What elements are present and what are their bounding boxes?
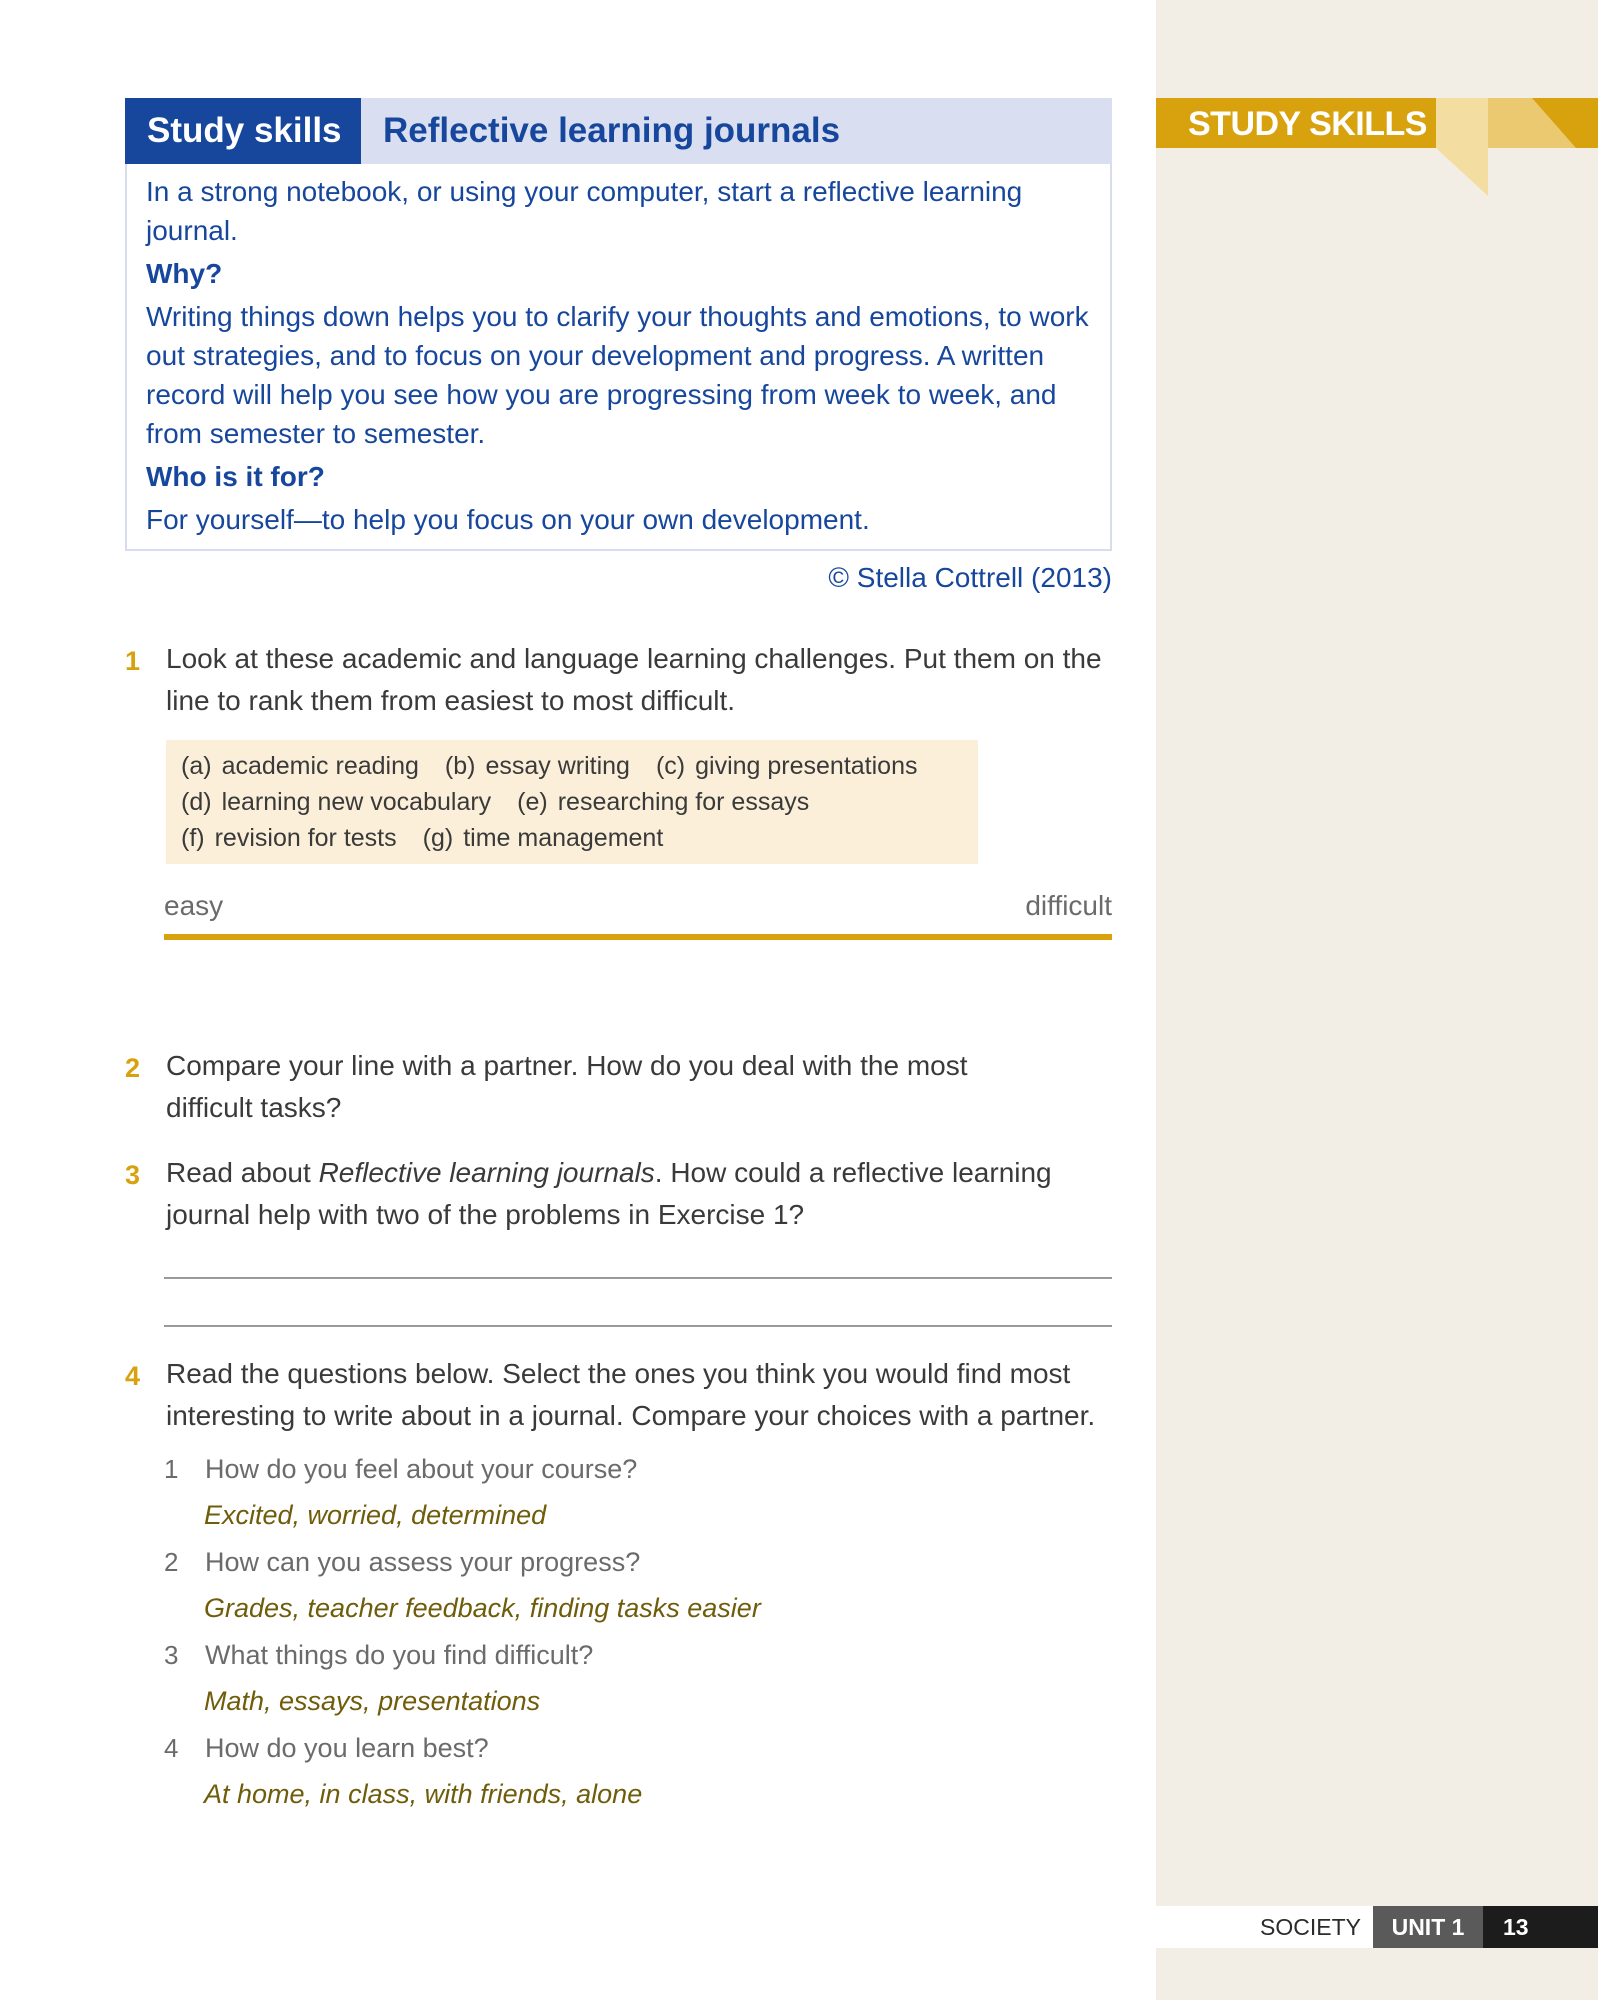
exercise-3-instruction: Read about Reflective learning journals. How could a reflective learning journal help with two of the problems in Exercise 1? — [166, 1157, 1052, 1230]
who-heading: Who is it for? — [146, 461, 325, 492]
options-row-1 — [181, 748, 944, 784]
exercise-4-number: 4 — [125, 1361, 141, 1391]
options-row-2 — [181, 784, 835, 820]
exercise-1-number: 1 — [125, 646, 141, 676]
sidebar-label: STUDY SKILLS — [1188, 105, 1427, 143]
option-a: (a) academic reading — [181, 752, 419, 780]
exercise-2-number: 2 — [125, 1053, 141, 1083]
question-number: 4 — [164, 1733, 179, 1763]
option-g: (g) time management — [422, 824, 664, 852]
study-skills-body — [146, 172, 1096, 539]
question-examples: Excited, worried, determined — [204, 1500, 547, 1530]
exercise-4-instruction: Read the questions below. Select the ones you think you would find most interesting to write about in a journal. Compare your choices with a partner. — [166, 1358, 1096, 1431]
option-c: (c) giving presentations — [655, 752, 918, 780]
scale-easy-label: easy — [164, 890, 224, 921]
option-d: (d) learning new vocabulary — [181, 788, 492, 816]
exercise-3-number: 3 — [125, 1160, 141, 1190]
footer-unit-label: UNIT 1 — [1373, 1906, 1483, 1948]
why-text: Writing things down helps you to clarify your thoughts and emotions, to work out strategies, and to focus on your development and progress. A written record will help you see how you are progressing from week to week, and from semester to semester. — [146, 301, 1089, 449]
answer-line-1[interactable] — [164, 1277, 1112, 1279]
study-skills-tag: Study skills — [125, 98, 361, 164]
question-examples: Grades, teacher feedback, finding tasks easier — [204, 1593, 761, 1623]
exercise-3-title-italic: Reflective learning journals — [318, 1157, 655, 1188]
question-text: What things do you find difficult? — [205, 1640, 594, 1670]
question-examples: At home, in class, with friends, alone — [204, 1779, 643, 1809]
question-text: How can you assess your progress? — [205, 1547, 641, 1577]
question-number: 2 — [164, 1547, 179, 1577]
option-e: (e) researching for essays — [517, 788, 810, 816]
answer-line-2[interactable] — [164, 1325, 1112, 1327]
question-examples: Math, essays, presentations — [204, 1686, 541, 1716]
why-heading: Why? — [146, 258, 223, 289]
ribbon-fold-icon — [1436, 98, 1598, 198]
question-text: How do you learn best? — [205, 1733, 489, 1763]
scale-difficult-label: difficult — [1025, 890, 1112, 921]
options-row-3 — [181, 820, 689, 856]
question-text: How do you feel about your course? — [205, 1454, 638, 1484]
footer-section-label: SOCIETY — [1156, 1906, 1373, 1948]
copyright-credit: © Stella Cottrell (2013) — [828, 562, 1112, 593]
exercise-1-instruction: Look at these academic and language learning challenges. Put them on the line to rank them from easiest to most difficult. — [166, 643, 1102, 716]
ranking-line[interactable] — [164, 934, 1112, 940]
option-f: (f) revision for tests — [181, 824, 397, 852]
question-number: 1 — [164, 1454, 179, 1484]
option-b: (b) essay writing — [444, 752, 630, 780]
margin-panel — [1156, 0, 1598, 2000]
exercise-2-instruction: Compare your line with a partner. How do you deal with the most difficult tasks? — [166, 1050, 968, 1123]
study-skills-title: Reflective learning journals — [383, 111, 841, 150]
question-number: 3 — [164, 1640, 179, 1670]
who-text: For yourself—to help you focus on your own development. — [146, 504, 870, 535]
intro-text: In a strong notebook, or using your computer, start a reflective learning journal. — [146, 176, 1023, 246]
page-number: 13 — [1483, 1906, 1598, 1948]
